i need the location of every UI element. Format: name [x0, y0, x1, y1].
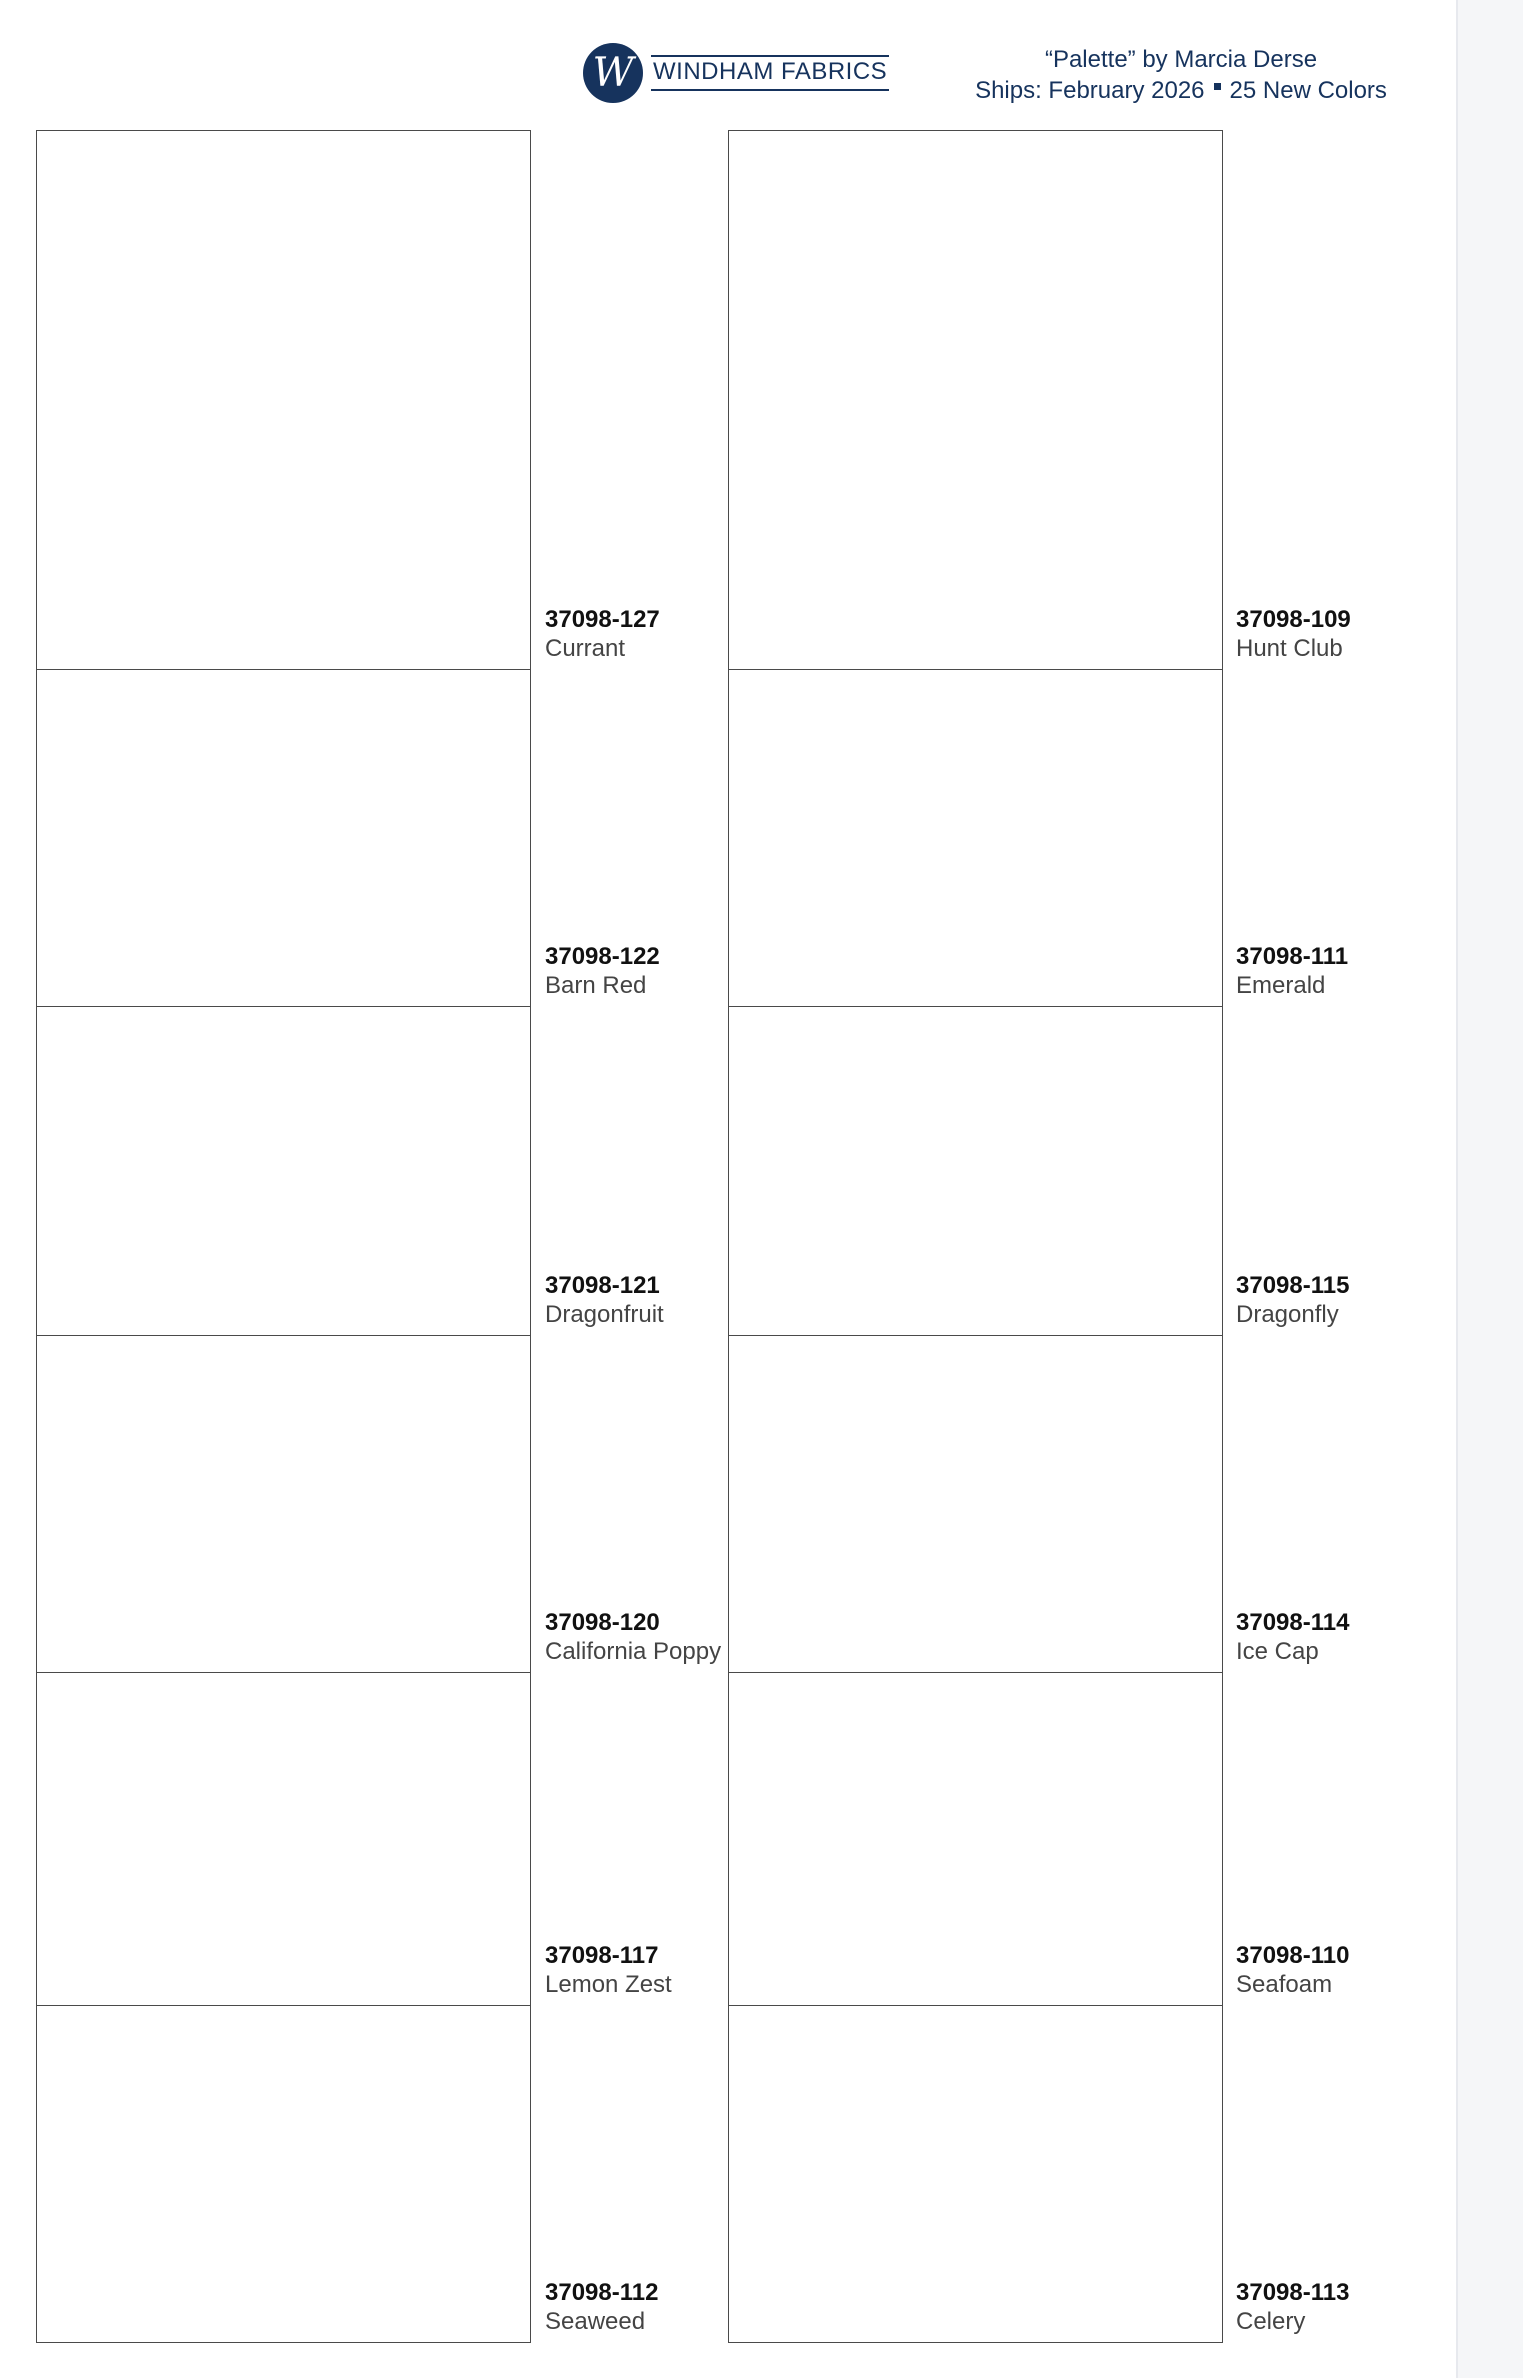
- swatch-label: [1236, 1608, 1486, 1666]
- windham-logo: [583, 40, 889, 106]
- color-code: 37098-110: [1236, 1942, 1350, 1969]
- fabric-swatch: [728, 2005, 1223, 2343]
- color-name: Seafoam: [1236, 1971, 1333, 1998]
- color-code: 37098-122: [545, 943, 660, 970]
- bullet-separator: [1214, 83, 1221, 90]
- color-code: 37098-114: [1236, 1609, 1350, 1636]
- color-name: Dragonfly: [1236, 1301, 1339, 1328]
- color-name: Dragonfruit: [545, 1301, 664, 1328]
- color-name: Ice Cap: [1236, 1638, 1319, 1665]
- color-code: 37098-117: [545, 1942, 659, 1969]
- color-code: 37098-111: [1236, 943, 1349, 970]
- collection-title: “Palette” by Marcia Derse: [1044, 46, 1318, 73]
- color-code: 37098-109: [1236, 606, 1351, 633]
- fabric-swatch: [728, 130, 1223, 670]
- fabric-swatch: [36, 669, 531, 1007]
- color-name: Currant: [545, 635, 626, 662]
- fabric-swatch: [36, 1335, 531, 1673]
- color-name: California Poppy: [545, 1638, 722, 1665]
- color-code: 37098-113: [1236, 2279, 1350, 2306]
- color-name: Lemon Zest: [545, 1971, 672, 1998]
- swatch-label: [545, 1941, 795, 1999]
- collection-header: [960, 44, 1402, 106]
- color-code: 37098-120: [545, 1609, 660, 1636]
- fabric-swatch: [728, 669, 1223, 1007]
- fabric-swatch: [36, 130, 531, 670]
- color-name: Emerald: [1236, 972, 1326, 999]
- swatch-label: [545, 1271, 795, 1329]
- fabric-swatch: [728, 1335, 1223, 1673]
- swatch-label: [1236, 1271, 1486, 1329]
- fabric-swatch: [36, 2005, 531, 2343]
- ship-date: Ships: February 2026: [975, 77, 1205, 104]
- fabric-swatch: [728, 1672, 1223, 2006]
- color-code: 37098-115: [1236, 1272, 1350, 1299]
- color-code: 37098-112: [545, 2279, 659, 2306]
- swatch-label: [545, 605, 795, 663]
- color-name: Barn Red: [545, 972, 647, 999]
- swatch-label: [1236, 942, 1486, 1000]
- ship-info: [960, 75, 1402, 106]
- swatch-label: [1236, 1941, 1486, 1999]
- color-name: Seaweed: [545, 2308, 646, 2335]
- windham-w-icon: W: [583, 43, 643, 103]
- fabric-swatch: [36, 1672, 531, 2006]
- swatch-label: [545, 2278, 795, 2336]
- color-name: Hunt Club: [1236, 635, 1343, 662]
- swatch-label: [1236, 605, 1486, 663]
- color-count: 25 New Colors: [1229, 77, 1387, 104]
- swatch-label: [545, 1608, 795, 1666]
- fabric-swatch: [36, 1006, 531, 1336]
- swatch-label: [1236, 2278, 1486, 2336]
- color-code: 37098-127: [545, 606, 660, 633]
- color-name: Celery: [1236, 2308, 1306, 2335]
- fabric-swatch: [728, 1006, 1223, 1336]
- color-code: 37098-121: [545, 1272, 660, 1299]
- swatch-label: [545, 942, 795, 1000]
- brand-name: WINDHAM FABRICS: [651, 55, 889, 91]
- right-margin-strip: [1456, 0, 1523, 2378]
